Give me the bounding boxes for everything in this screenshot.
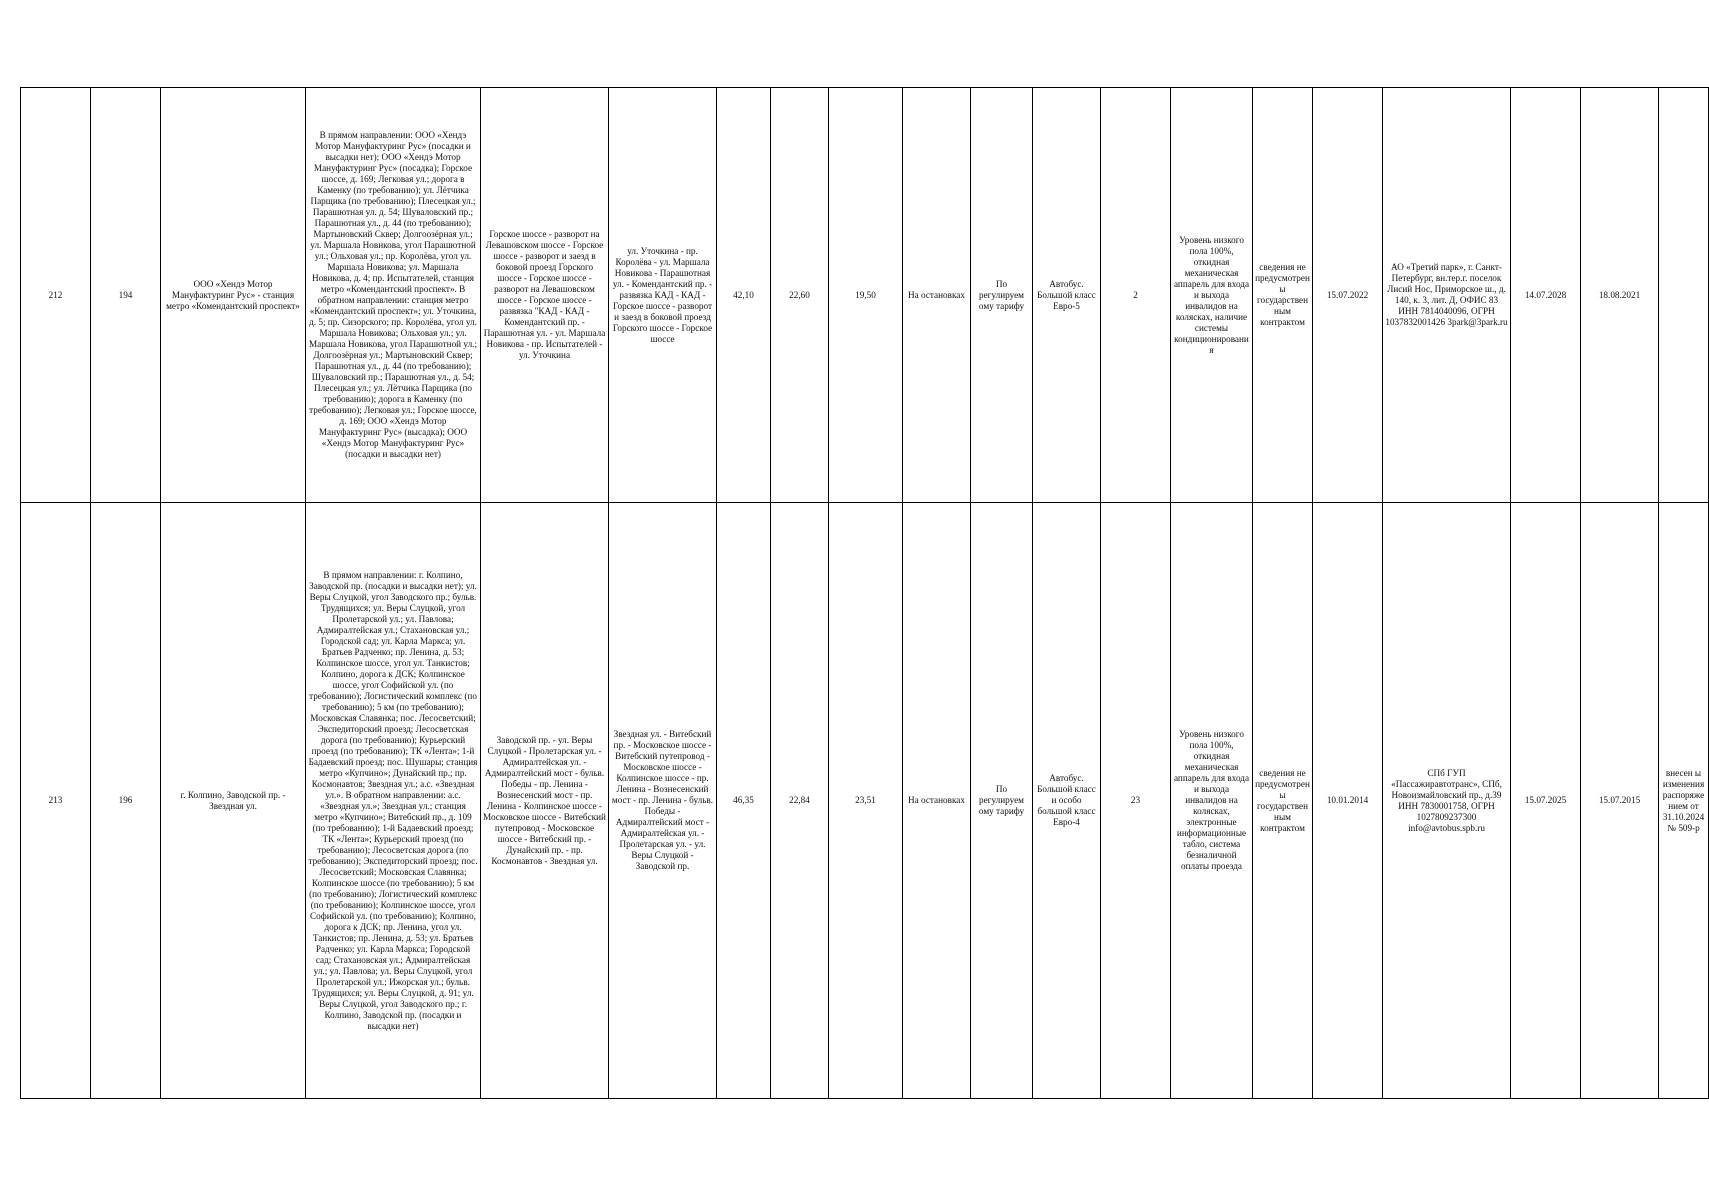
notes-cell: внесен ы изменения распоряжением от 31.10.2024 № 509-р bbox=[1659, 503, 1709, 1099]
end-date-cell: 15.07.2025 bbox=[1511, 503, 1581, 1099]
streets-forward-cell: Горское шоссе - разворот на Левашовском шоссе - Горское шоссе - разворот и заезд в боковой проезд Горского шоссе - Горское шоссе - разворот на Левашовском шоссе - Горское шоссе - развязка "КАД - КАД - Комендантский пр. - Парашютная ул. - ул. Маршала Новикова - пр. Испытателей - ул. Уточкина bbox=[481, 88, 609, 503]
vehicle-class-cell: Автобус. Большой класс Евро-5 bbox=[1033, 88, 1101, 503]
vehicle-characteristics-cell: Уровень низкого пола 100%, откидная механическая аппарель для входа и выхода инвалидов на колясках, наличие системы кондиционирования bbox=[1171, 88, 1253, 503]
streets-forward-cell: Заводской пр. - ул. Веры Слуцкой - Пролетарская ул. - Адмиралтейская ул. - Адмиралтейский мост - бульв. Победы - пр. Ленина - Вознесенский мост - пр. Ленина - Колпинское шоссе - Московское шоссе - Витебский путепровод - Московское шоссе - Витебский пр. - Дунайский пр. - пр. Космонавтов - Звездная ул. bbox=[481, 503, 609, 1099]
reg-number-cell: 213 bbox=[21, 503, 91, 1099]
stops-cell: В прямом направлении: г. Колпино, Заводской пр. (посадки и высадки нет); ул. Веры Слуцкой, угол Заводского пр.; бульв. Трудящихся; ул. Веры Слуцкой, угол Пролетарской ул.; ул. Павлова; Адмиралтейская ул.; Стахановская ул.; Городской сад; ул. Карла Маркса; ул. Братьев Радченко; пр. Ленина, д. 53; Колпинское шоссе, угол ул. Танкистов; Колпино, дорога к ДСК; Колпинское шоссе, угол Софийской ул. (по требованию); Логистический комплекс (по требованию); 5 км (по требованию); Московская Славянка; пос. Лесосветский; Экспедиторский проезд; Лесосветская дорога (по требованию); Курьерский проезд (по требованию); ТК «Лента»; 1-й Бадаевский проезд; пос. Шушары; станция метро «Купчино»; Дунайский пр.; пр. Космонавтов; Звездная ул.; а.с. «Звездная ул.». В обратном направлении: а.с. «Звездная ул.»; Звездная ул.; станция метро «Купчино»; Витебский пр., д. 109 (по требованию); 1-й Бадаевский проезд; ТК «Лента»; Курьерский проезд (по требованию); Лесосветская дорога (по требованию); Экспедиторский проезд; пос. Лесосветский; Московская Славянка; Колпинское шоссе (по требованию); 5 км (по требованию); Логистический комплекс (по требованию); Колпинское шоссе, угол Софийской ул. (по требованию); Колпино, дорога к ДСК; пр. Ленина, угол ул. Танкистов; пр. Ленина, д. 53; ул. Братьев Радченко; ул. Карла Маркса; Городской сад; Стахановская ул.; Адмиралтейская ул.; ул. Павлова; ул. Веры Слуцкой, угол Пролетарской ул.; Ижорская ул.; бульв. Трудящихся; ул. Веры Слуцкой, д. 91; ул. Веры Слуцкой, угол Заводского пр.; г. Колпино, Заводской пр. (посадки и высадки нет) bbox=[306, 503, 481, 1099]
table-row bbox=[21, 88, 1709, 503]
changes-date-cell: 18.08.2021 bbox=[1581, 88, 1659, 503]
length-total-cell: 46,35 bbox=[717, 503, 771, 1099]
streets-backward-cell: ул. Уточкина - пр. Королёва - ул. Маршала Новикова - Парашютная ул. - Комендантский пр. - развязка КАД - КАД - Горское шоссе - разворот и заезд в боковой проезд Горского шоссе - Горское шоссе bbox=[609, 88, 717, 503]
stops-cell: В прямом направлении: ООО «Хендэ Мотор Мануфактуринг Рус» (посадки и высадки нет); ООО «Хендэ Мотор Мануфактуринг Рус» (посадка); Горское шоссе, д. 169; Легковая ул.; дорога в Каменку (по требованию); ул. Лётчика Парщика (по требованию); Плесецкая ул.; Парашютная ул. д. 54; Шуваловский пр.; Парашютная ул., д. 44 (по требованию); Мартыновский Сквер; Долгоозёрная ул.; ул. Маршала Новикова, угол Парашютной ул.; Ольховая ул.; пр. Королёва, угол ул. Маршала Новикова; ул. Маршала Новикова, д. 4; пр. Испытателей, станция метро «Комендантский проспект». В обратном направлении: станция метро «Комендантский проспект»; ул. Уточкина, д. 5; пр. Сизорского; пр. Королёва, угол ул. Маршала Новикова; Ольховая ул.; ул. Маршала Новикова, угол Парашютной ул.; Долгоозёрная ул.; Мартыновский Сквер; Парашютная ул., д. 44 (по требованию); Шуваловский пр.; Парашютная ул., д. 54; Плесецкая ул.; ул. Лётчика Парщика (по требованию); дорога в Каменку (по требованию); Легковая ул.; Горское шоссе, д. 169; ООО «Хендэ Мотор Мануфактуринг Рус» (высадка); ООО «Хендэ Мотор Мануфактуринг Рус» (посадки и высадки нет) bbox=[306, 88, 481, 503]
tariff-type-cell: По регулируем ому тарифу bbox=[971, 503, 1033, 1099]
route-number-cell: 196 bbox=[91, 503, 161, 1099]
boarding-order-cell: На остановках bbox=[903, 503, 971, 1099]
route-number-cell: 194 bbox=[91, 88, 161, 503]
route-registry-table bbox=[20, 87, 1709, 1099]
carrier-cell: АО «Третий парк», г. Санкт-Петербург, вн.тер.г. поселок Лисий Нос, Приморское ш., д. 140, к. 3, лит. Д, ОФИС 83 ИНН 7814040096, ОГРН 1037832001426 3park@3park.ru bbox=[1383, 88, 1511, 503]
tariff-type-cell: По регулируем ому тарифу bbox=[971, 88, 1033, 503]
streets-backward-cell: Звездная ул. - Витебский пр. - Московское шоссе - Витебский путепровод - Московское шоссе - Колпинское шоссе - пр. Ленина - Вознесенский мост - пр. Ленина - бульв. Победы - Адмиралтейский мост - Адмиралтейская ул. - Пролетарская ул. - ул. Веры Слуцкой - Заводской пр. bbox=[609, 503, 717, 1099]
table-row bbox=[21, 503, 1709, 1099]
start-date-cell: 10.01.2014 bbox=[1313, 503, 1383, 1099]
reg-number-cell: 212 bbox=[21, 88, 91, 503]
vehicle-count-cell: 23 bbox=[1101, 503, 1171, 1099]
length-forward-cell: 22,84 bbox=[771, 503, 829, 1099]
start-date-cell: 15.07.2022 bbox=[1313, 88, 1383, 503]
notes-cell bbox=[1659, 88, 1709, 503]
carrier-cell: СПб ГУП «Пассажиравтотранс», СПб, Новоизмайловский пр., д.39 ИНН 7830001758, ОГРН 1027809237300 info@avtobus.spb.ru bbox=[1383, 503, 1511, 1099]
contract-info-cell: сведения не предусмотрены государственным контрактом bbox=[1253, 503, 1313, 1099]
length-backward-cell: 19,50 bbox=[829, 88, 903, 503]
length-forward-cell: 22,60 bbox=[771, 88, 829, 503]
contract-info-cell: сведения не предусмотрены государственным контрактом bbox=[1253, 88, 1313, 503]
vehicle-count-cell: 2 bbox=[1101, 88, 1171, 503]
length-backward-cell: 23,51 bbox=[829, 503, 903, 1099]
length-total-cell: 42,10 bbox=[717, 88, 771, 503]
route-name-cell: г. Колпино, Заводской пр. - Звездная ул. bbox=[161, 503, 306, 1099]
changes-date-cell: 15.07.2015 bbox=[1581, 503, 1659, 1099]
route-name-cell: ООО «Хендэ Мотор Мануфактуринг Рус» - станция метро «Комендантский проспект» bbox=[161, 88, 306, 503]
end-date-cell: 14.07.2028 bbox=[1511, 88, 1581, 503]
vehicle-class-cell: Автобус. Большой класс и особо большой класс Евро-4 bbox=[1033, 503, 1101, 1099]
vehicle-characteristics-cell: Уровень низкого пола 100%, откидная механическая аппарель для входа и выхода инвалидов на колясках, электронные информационные табло, система безналичной оплаты проезда bbox=[1171, 503, 1253, 1099]
boarding-order-cell: На остановках bbox=[903, 88, 971, 503]
